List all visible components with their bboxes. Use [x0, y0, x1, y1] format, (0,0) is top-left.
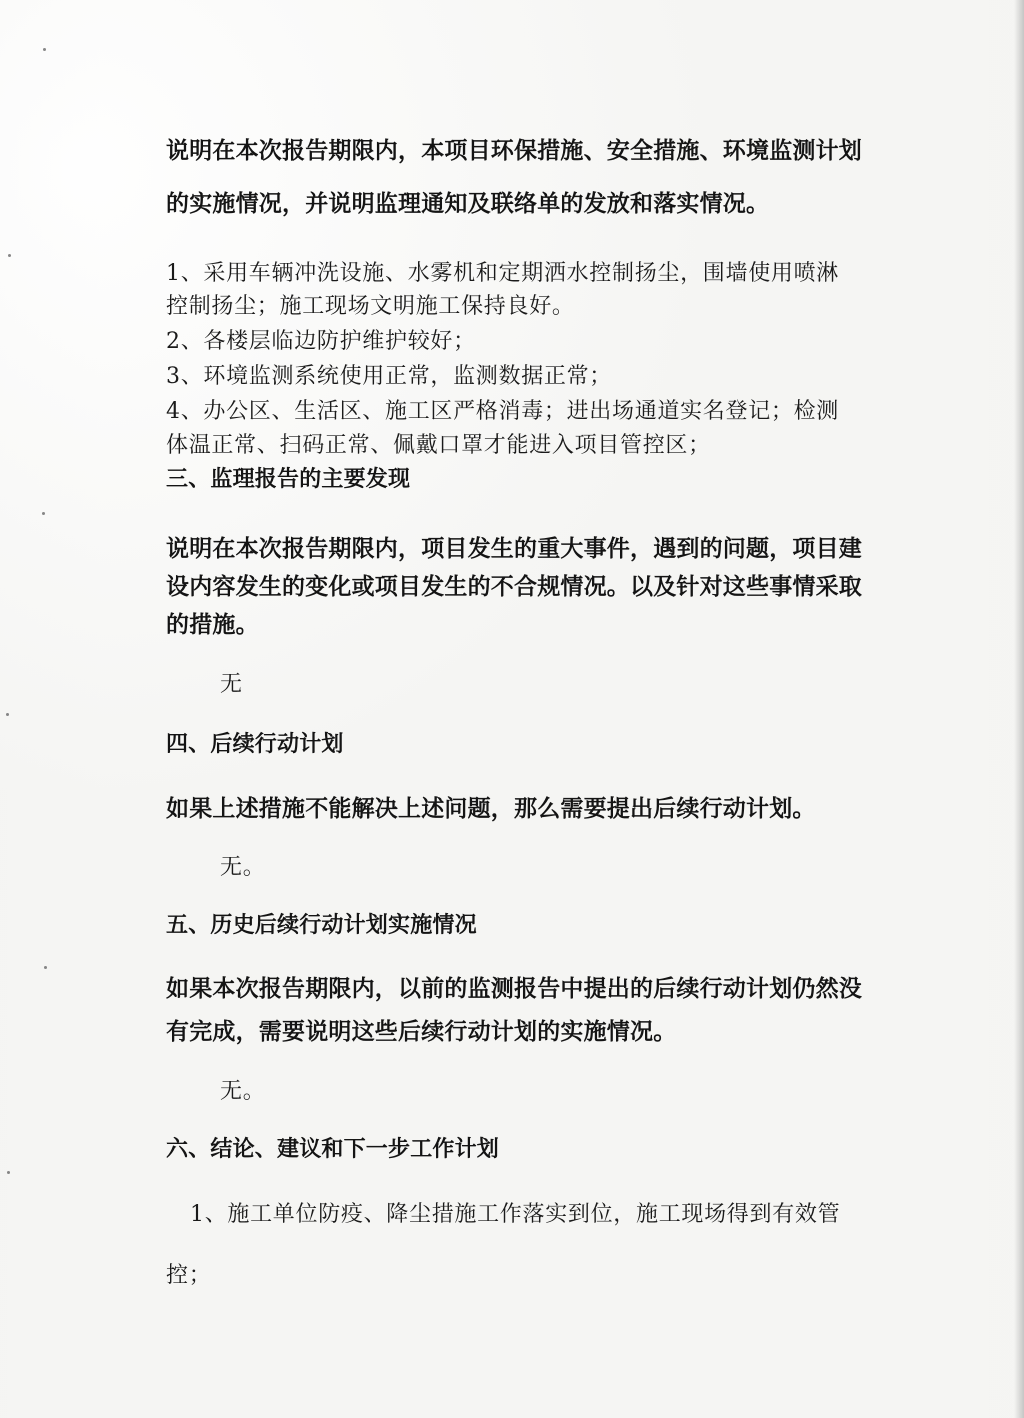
section-3-title: 三、监理报告的主要发现 [166, 467, 411, 492]
section-3-description-line-2: 设内容发生的变化或项目发生的不合规情况。以及针对这些事情采取 [166, 574, 862, 600]
list-item-3: 3、环境监测系统使用正常，监测数据正常； [166, 364, 612, 389]
section-5-answer: 无。 [220, 1079, 266, 1104]
section-6-title: 六、结论、建议和下一步工作计划 [166, 1137, 500, 1162]
section-5-description-line-1: 如果本次报告期限内，以前的监测报告中提出的后续行动计划仍然没 [166, 976, 862, 1002]
list-item-4-line-1: 4、办公区、生活区、施工区严格消毒；进出场通道实名登记；检测 [166, 399, 839, 424]
paper-speck [6, 713, 9, 716]
section-5-description-line-2: 有完成，需要说明这些后续行动计划的实施情况。 [166, 1019, 677, 1045]
paper-speck [42, 512, 45, 515]
paper-speck [7, 1171, 10, 1174]
section-6-item-1-line-2: 控； [166, 1263, 212, 1288]
section-4-title: 四、后续行动计划 [166, 732, 344, 757]
paper-speck [8, 254, 11, 257]
section-3-answer: 无 [220, 672, 243, 697]
section-6-item-1-line-1: 1、施工单位防疫、降尘措施工作落实到位，施工现场得到有效管 [190, 1202, 841, 1227]
section-4-answer: 无。 [220, 855, 266, 880]
intro-line-1: 说明在本次报告期限内，本项目环保措施、安全措施、环境监测计划 [166, 138, 862, 164]
list-item-2: 2、各楼层临边防护维护较好； [166, 329, 476, 354]
section-5-title: 五、历史后续行动计划实施情况 [166, 913, 477, 938]
list-item-1-line-2: 控制扬尘；施工现场文明施工保持良好。 [166, 294, 575, 319]
paper-speck [43, 48, 46, 51]
list-item-4-line-2: 体温正常、扫码正常、佩戴口罩才能进入项目管控区； [166, 433, 711, 458]
list-item-1-line-1: 1、采用车辆冲洗设施、水雾机和定期洒水控制扬尘，围墙使用喷淋 [166, 261, 839, 286]
paper-speck [44, 966, 47, 969]
section-3-description-line-3: 的措施。 [166, 612, 259, 638]
section-3-description-line-1: 说明在本次报告期限内，项目发生的重大事件，遇到的问题，项目建 [166, 536, 862, 562]
page-edge-shadow [1014, 0, 1024, 1418]
section-4-description: 如果上述措施不能解决上述问题，那么需要提出后续行动计划。 [166, 796, 816, 822]
intro-line-2: 的实施情况，并说明监理通知及联络单的发放和落实情况。 [166, 191, 770, 217]
